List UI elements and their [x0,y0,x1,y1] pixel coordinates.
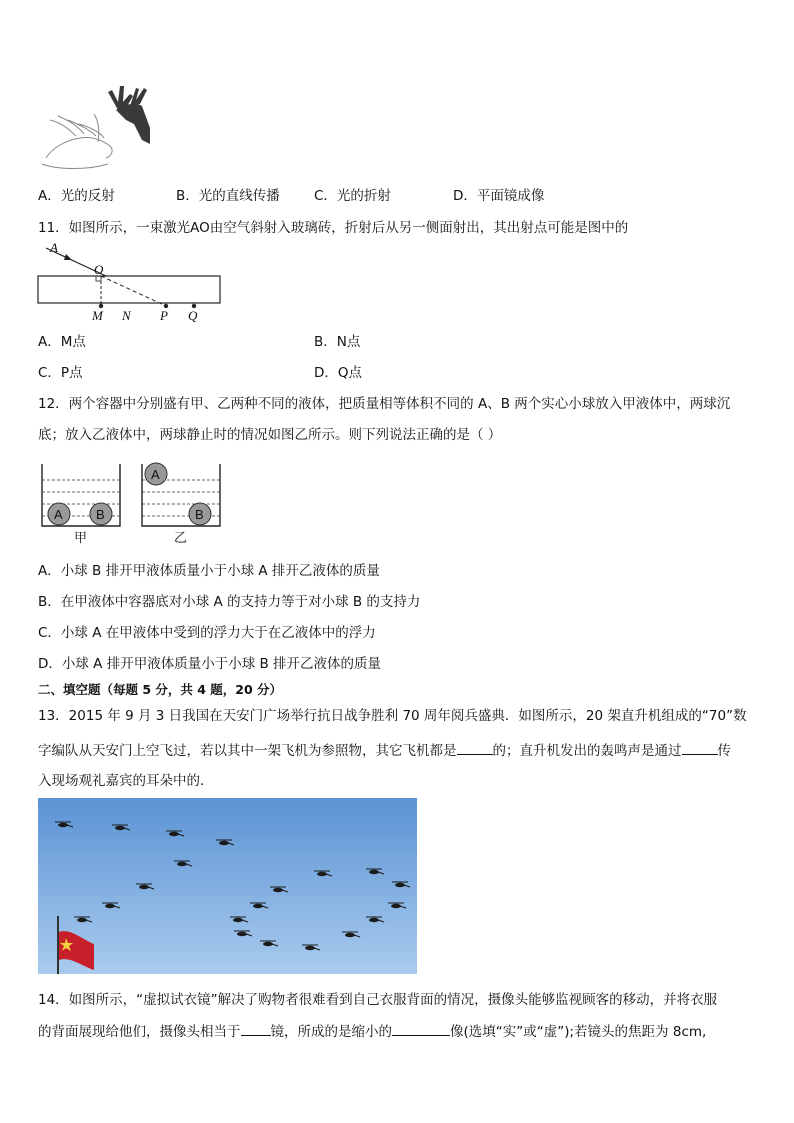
q11-laser-diagram [36,240,236,323]
q12-stem-line2: 底；放入乙液体中，两球静止时的情况如图乙所示。则下列说法正确的是（ ） [38,427,502,443]
q13-line2: 字编队从天安门上空飞过，若以其中一架飞机为参照物，其它飞机都是 的；直升机发出的轰鸣声是通过 传 [38,743,731,759]
hand-shadow-figure [38,80,158,170]
q10-option-a: A．光的反射 [38,188,115,204]
helicopter-formation-photo [38,798,417,974]
svg-text:A: A [151,467,160,482]
hands-icon [42,114,112,169]
label-p: P [160,308,168,323]
q12-option-a: A．小球 B 排开甲液体质量小于小球 A 排开乙液体的质量 [38,563,380,579]
section-title: 二、填空题（每题 5 分，共 4 题，20 分） [38,682,283,697]
q14-line2: 的背面展现给他们，摄像头相当于 镜，所成的是缩小的 像(选填“实”或“虚”);若镜头的焦距为 8cm, [38,1024,707,1040]
label-n: N [122,308,131,323]
q13-line3: 入现场观礼嘉宾的耳朵中的． [38,773,214,789]
label-yi: 乙 [174,531,188,546]
svg-text:B: B [195,507,204,522]
q13-blank-1[interactable] [457,741,493,755]
q11-stem: 11．如图所示，一束激光AO由空气斜射入玻璃砖，折射后从另一侧面射出，其出射点可能是图中的 [38,220,629,236]
q12-option-c: C．小球 A 在甲液体中受到的浮力大于在乙液体中的浮力 [38,625,376,641]
q11-option-b: B．N点 [314,334,361,350]
deer-shadow-icon [108,86,150,144]
q12-stem-line1: 12．两个容器中分别盛有甲、乙两种不同的液体，把质量相等体积不同的 A、B 两个实心小球放入甲液体中，两球沉 [38,396,731,412]
label-m: M [92,308,103,323]
ray-arrow-icon [64,254,72,260]
q10-option-c: C．光的折射 [314,188,391,204]
q10-option-b: B．光的直线传播 [176,188,280,204]
svg-text:A: A [54,507,63,522]
q14-line1: 14．如图所示，“虚拟试衣镜”解决了购物者很难看到自己衣服背面的情况，摄像头能够监视顾客的移动，并将衣服 [38,992,718,1008]
label-q: Q [188,308,198,323]
container-jia [42,464,120,546]
q13-line1: 13．2015 年 9 月 3 日我国在天安门广场举行抗日战争胜利 70 周年阅兵盛典．如图所示，20 架直升机组成的“70”数 [38,708,747,724]
label-o: O [94,262,104,277]
q11-option-d: D．Q点 [314,365,363,381]
glass-brick [38,276,220,303]
q10-option-d: D．平面镜成像 [453,188,545,204]
label-a: A [50,240,58,255]
svg-text:B: B [96,507,105,522]
container-yi [142,463,220,546]
q14-blank-1[interactable] [241,1022,271,1036]
q12-option-b: B．在甲液体中容器底对小球 A 的支持力等于对小球 B 的支持力 [38,594,421,610]
q14-blank-2[interactable] [392,1022,450,1036]
q11-option-a: A．M点 [38,334,86,350]
refracted-ray [101,276,166,306]
q11-option-c: C．P点 [38,365,83,381]
q12-containers-diagram [38,458,228,546]
q13-blank-2[interactable] [682,741,718,755]
q12-option-d: D．小球 A 排开甲液体质量小于小球 B 排开乙液体的质量 [38,656,382,672]
label-jia: 甲 [74,531,88,546]
